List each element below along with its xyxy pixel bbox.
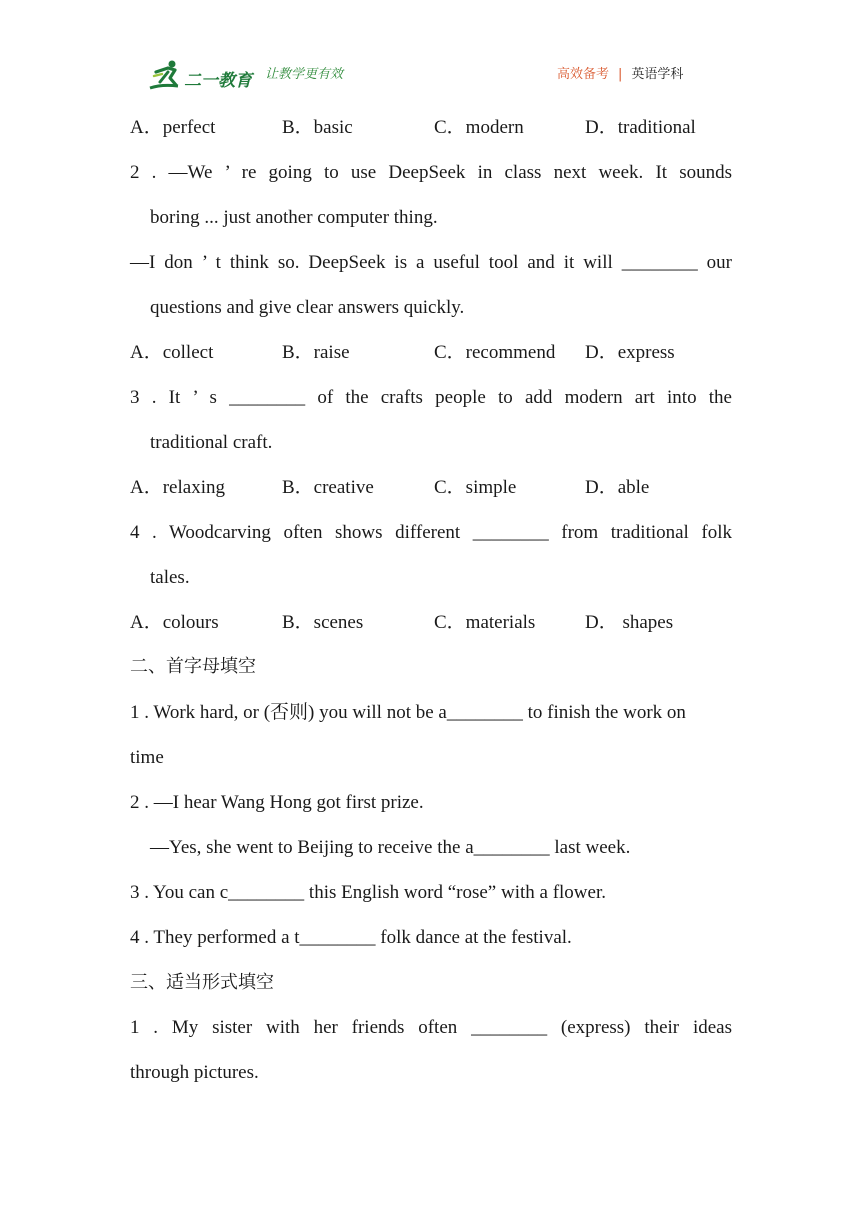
page-header	[0, 0, 860, 100]
question-text: tales.	[150, 567, 190, 588]
question-text: questions and give clear answers quickly.	[150, 297, 465, 318]
option-c: C．simple	[434, 477, 517, 498]
question-text: 4 . They performed a t________ folk dance at the festival.	[130, 927, 572, 948]
question-text: 2 . —I hear Wang Hong got first prize.	[130, 792, 424, 813]
slogan: 让教学更有效	[265, 67, 344, 82]
question-text: —Yes, she went to Beijing to receive the a________ last week.	[150, 837, 631, 858]
option-d: D．traditional	[585, 117, 696, 138]
option-c: C．materials	[434, 612, 536, 633]
q4-options	[130, 611, 732, 635]
question-text: 3 . You can c________ this English word “rose” with a flower.	[130, 882, 606, 903]
question-text: through pictures.	[130, 1062, 259, 1083]
section-heading: 三、适当形式填空	[130, 972, 274, 993]
question-text: 3 . It ’ s ________ of the crafts people to add modern art into the	[130, 387, 732, 408]
q2-options	[130, 341, 732, 365]
option-a: A．perfect	[130, 117, 216, 138]
header-tag-subject: 英语学科	[631, 67, 684, 82]
logo	[148, 58, 258, 92]
question-text: time	[130, 747, 164, 768]
runner-logo-icon	[148, 58, 188, 92]
option-a: A．relaxing	[130, 477, 225, 498]
header-separator: |	[618, 67, 623, 82]
question-text: 1 . My sister with her friends often ________ (express) their ideas	[130, 1017, 732, 1038]
question-text: —I don ’ t think so. DeepSeek is a useful tool and it will ________ our	[130, 252, 732, 273]
section-heading: 二、首字母填空	[130, 656, 256, 677]
header-tag-left: 高效备考	[557, 67, 610, 82]
q3-options	[130, 476, 732, 500]
q1-options	[130, 116, 732, 140]
option-b: B．scenes	[282, 612, 364, 633]
question-text: traditional craft.	[150, 432, 273, 453]
option-a: A．collect	[130, 342, 214, 363]
option-b: B．raise	[282, 342, 350, 363]
logo-text: 二一教育	[184, 71, 252, 91]
question-text: 4 . Woodcarving often shows different ________ from traditional folk	[130, 522, 732, 543]
question-text: 1 . Work hard, or (否则) you will not be a________ to finish the work on	[130, 702, 686, 723]
question-text: 2 . —We ’ re going to use DeepSeek in class next week. It sounds	[130, 162, 732, 183]
option-b: B．basic	[282, 117, 353, 138]
header-tags	[557, 63, 683, 82]
option-c: C．recommend	[434, 342, 556, 363]
option-d: D．express	[585, 342, 675, 363]
option-b: B．creative	[282, 477, 374, 498]
option-d: D． shapes	[585, 612, 674, 633]
question-text: boring ... just another computer thing.	[150, 207, 438, 228]
option-d: D．able	[585, 477, 650, 498]
option-a: A．colours	[130, 612, 219, 633]
option-c: C．modern	[434, 117, 524, 138]
